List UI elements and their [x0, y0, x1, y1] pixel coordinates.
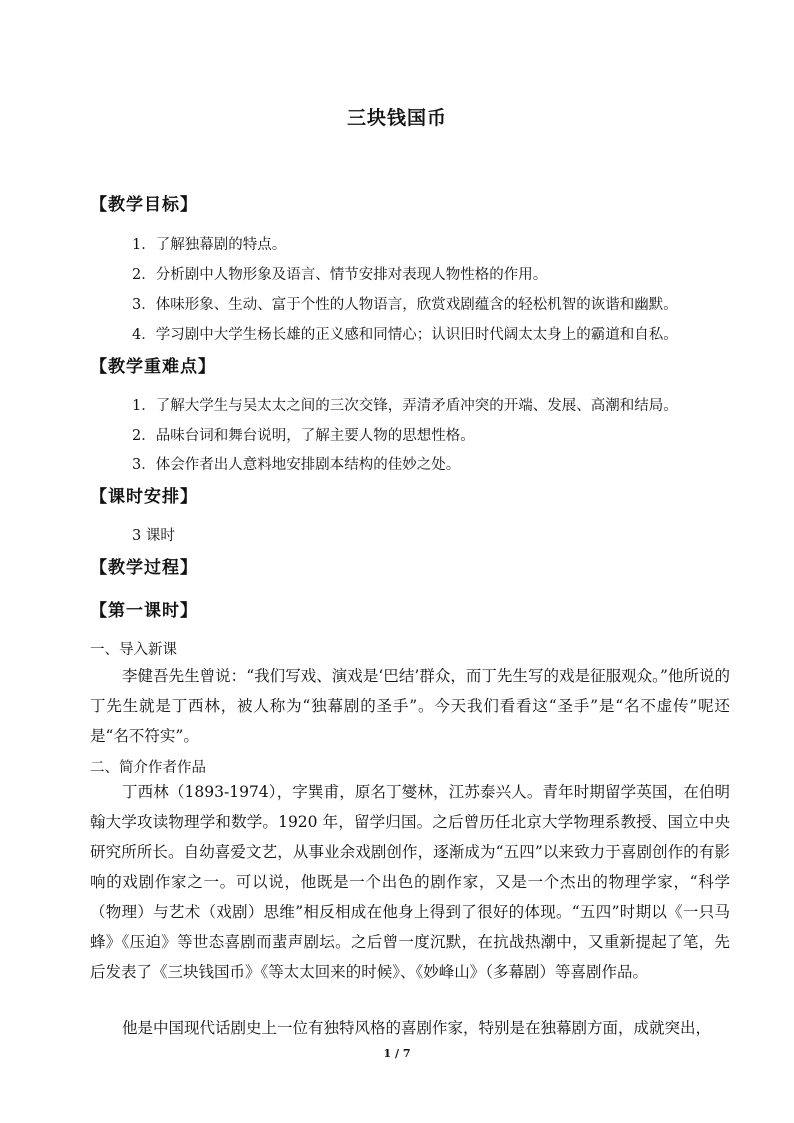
- heading-key-points: 【教学重难点】: [90, 357, 216, 377]
- page-number: 1 / 7: [383, 1047, 411, 1060]
- goal-item: 1．了解独幕剧的特点。: [132, 237, 287, 253]
- key-point-item: 3．体会作者出人意料地安排剧本结构的佳妙之处。: [132, 457, 461, 473]
- schedule-value: 3 课时: [132, 528, 175, 544]
- heading-schedule: 【课时安排】: [90, 487, 198, 507]
- part1-paragraph: 李健吾先生曾说：“我们写戏、演戏是‘巴结’群众，而丁先生写的戏是征服观众。”他所说的丁先生就是丁西林，被人称为“独幕剧的圣手”。今天我们看看这“圣手”是“名不虚传”呢还是“名不符实”。: [90, 667, 730, 745]
- part2-heading: 二、简介作者作品: [90, 760, 206, 776]
- goal-item: 4．学习剧中大学生杨长雄的正义感和同情心；认识旧时代阔太太身上的霸道和自私。: [132, 327, 678, 343]
- key-point-item: 2．品味台词和舞台说明，了解主要人物的思想性格。: [132, 428, 475, 444]
- document-title: 三块钱国币: [346, 107, 447, 129]
- goal-item: 2．分析剧中人物形象及语言、情节安排对表现人物性格的作用。: [132, 267, 548, 283]
- goal-item: 3．体味形象、生动、富于个性的人物语言，欣赏戏剧蕴含的轻松机智的诙谐和幽默。: [132, 297, 678, 313]
- part1-heading: 一、导入新课: [90, 642, 177, 658]
- heading-lesson-one: 【第一课时】: [90, 601, 198, 621]
- key-point-item: 1．了解大学生与吴太太之间的三次交锋，弄清矛盾冲突的开端、发展、高潮和结局。: [132, 398, 678, 414]
- heading-teaching-process: 【教学过程】: [90, 558, 198, 578]
- part3-paragraph: 他是中国现代话剧史上一位有独特风格的喜剧作家，特别是在独幕剧方面，成就突出，: [122, 1019, 712, 1037]
- part2-paragraph: 丁西林（1893-1974），字巽甫，原名丁燮林，江苏泰兴人。青年时期留学英国，在伯明翰大学攻读物理学和数学。1920 年，留学归国。之后曾历任北京大学物理系教授、国立中央研究所所长。自幼喜爱文艺，从事业余戏剧创作，逐渐成为“五四”以来致力于喜剧创作的有影响的戏剧作家之一。可以说，他既是一个出色的剧作家，又是一个杰出的物理学家，“科学（物理）与艺术（戏剧）思维”相反相成在他身上得到了很好的体现。“五四”时期以《一只马蜂》《压迫》等世态喜剧而蜚声剧坛。之后曾一度沉默，在抗战热潮中，又重新提起了笔，先后发表了《三块钱国币》《等太太回来的时候》、《妙峰山》（多幕剧）等喜剧作品。: [90, 783, 730, 981]
- heading-teaching-goals: 【教学目标】: [90, 195, 198, 215]
